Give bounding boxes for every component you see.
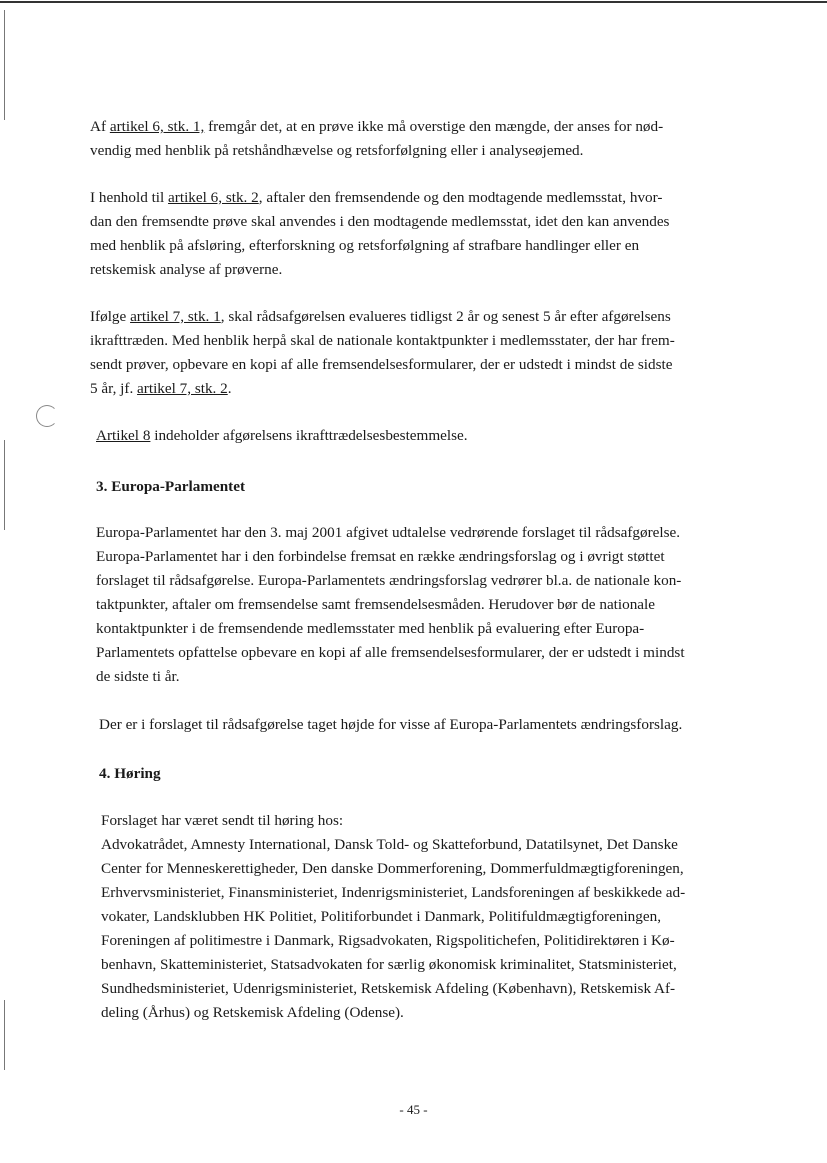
page-number: - 45 - — [399, 1102, 428, 1117]
scan-margin-line — [4, 440, 5, 530]
section-heading-hoering: 4. Høring — [99, 765, 161, 782]
text-line: Europa-Parlamentet har den 3. maj 2001 afgivet udtalelse vedrørende forslaget til rådsafgørelse. — [96, 524, 681, 541]
paragraph-hoering-list — [101, 833, 751, 1025]
section-heading-europa-parlamentet: 3. Europa-Parlamentet — [96, 478, 246, 495]
text: Af — [90, 118, 110, 135]
paragraph-article-6-2 — [90, 186, 740, 282]
text-line: deling (Århus) og Retskemisk Afdeling (Odense). — [101, 1004, 404, 1021]
paragraph-europa-parlamentet — [96, 521, 746, 689]
article-reference: artikel 6, stk. 2 — [168, 189, 259, 206]
scan-margin-line — [4, 1000, 5, 1070]
text-line: taktpunkter, aftaler om fremsendelse samt fremsendelsesmåden. Herudover bør de nationale — [96, 596, 656, 613]
scan-margin-line — [4, 10, 5, 120]
article-reference: Artikel 8 — [96, 427, 151, 444]
text: 5 år, jf. — [90, 380, 138, 397]
top-border-line — [0, 1, 827, 3]
text-line: vokater, Landsklubben HK Politiet, Politiforbundet i Danmark, Politifuldmægtigforeningen, — [101, 908, 661, 925]
paragraph-article-8 — [96, 424, 746, 448]
text-line: vendig med henblik på retshåndhævelse og retsforfølgning eller i analyseøjemed. — [90, 142, 584, 159]
text: . — [227, 380, 232, 397]
text: I henhold til — [90, 189, 169, 206]
text-line: retskemisk analyse af prøverne. — [90, 261, 283, 278]
text-line: dan den fremsendte prøve skal anvendes i den modtagende medlemsstat, idet den kan anvendes — [90, 213, 670, 230]
text-line: ikrafttræden. Med henblik herpå skal de nationale kontaktpunkter i medlemsstater, der har frem- — [90, 332, 675, 349]
text-line: Forslaget har været sendt til høring hos: — [101, 812, 344, 829]
paragraph-aendringsforslag — [99, 713, 749, 737]
paragraph-article-6-1 — [90, 115, 740, 163]
article-reference: artikel 7, stk. 1 — [130, 308, 221, 325]
text-line: forslaget til rådsafgørelse. Europa-Parlamentets ændringsforslag vedrører bl.a. de nationale kon- — [96, 572, 682, 589]
text-line: Center for Menneskerettigheder, Den danske Dommerforening, Dommerfuldmægtigforeningen, — [101, 860, 684, 877]
article-reference: artikel 7, stk. 2 — [137, 380, 228, 397]
text-line: Parlamentets opfattelse opbevare en kopi af alle fremsendelsesformularer, der er udstedt i mindst — [96, 644, 685, 661]
text-line: med henblik på afsløring, efterforskning og retsforfølgning af strafbare handlinger eller en — [90, 237, 640, 254]
text-line: Erhvervsministeriet, Finansministeriet, Indenrigsministeriet, Landsforeningen af beskikkede ad- — [101, 884, 686, 901]
text-line: Foreningen af politimestre i Danmark, Rigsadvokaten, Rigspolitichefen, Politidirektøren i Kø- — [101, 932, 675, 949]
article-reference: artikel 6, stk. 1, — [109, 118, 205, 135]
text: indeholder afgørelsens ikrafttrædelsesbestemmelse. — [150, 427, 468, 444]
text-line: Der er i forslaget til rådsafgørelse taget højde for visse af Europa-Parlamentets ændringsforslag. — [99, 716, 683, 733]
text: , aftaler den fremsendende og den modtagende medlemsstat, hvor- — [258, 189, 663, 206]
text-line: kontaktpunkter i de fremsendende medlemsstater med henblik på evaluering efter Europa- — [96, 620, 645, 637]
text-line: Advokatrådet, Amnesty International, Dansk Told- og Skatteforbund, Datatilsynet, Det Danske — [101, 836, 678, 853]
text: fremgår det, at en prøve ikke må overstige den mængde, der anses for nød- — [204, 118, 664, 135]
text-line: benhavn, Skatteministeriet, Statsadvokaten for særlig økonomisk kriminalitet, Statsministeriet, — [101, 956, 677, 973]
text-line: de sidste ti år. — [96, 668, 180, 685]
paragraph-article-7 — [90, 305, 740, 401]
text-line: Europa-Parlamentet har i den forbindelse fremsat en række ændringsforslag og i øvrigt støttet — [96, 548, 665, 565]
text-line: Sundhedsministeriet, Udenrigsministeriet, Retskemisk Afdeling (København), Retskemisk Af- — [101, 980, 676, 997]
text: Ifølge — [90, 308, 131, 325]
text: , skal rådsafgørelsen evalueres tidligst 2 år og senest 5 år efter afgørelsens — [220, 308, 671, 325]
paragraph-hoering-intro — [101, 809, 751, 833]
punch-hole-mark — [36, 405, 58, 427]
text-line: sendt prøver, opbevare en kopi af alle fremsendelsesformularer, der er udstedt i mindst de sidste — [90, 356, 673, 373]
